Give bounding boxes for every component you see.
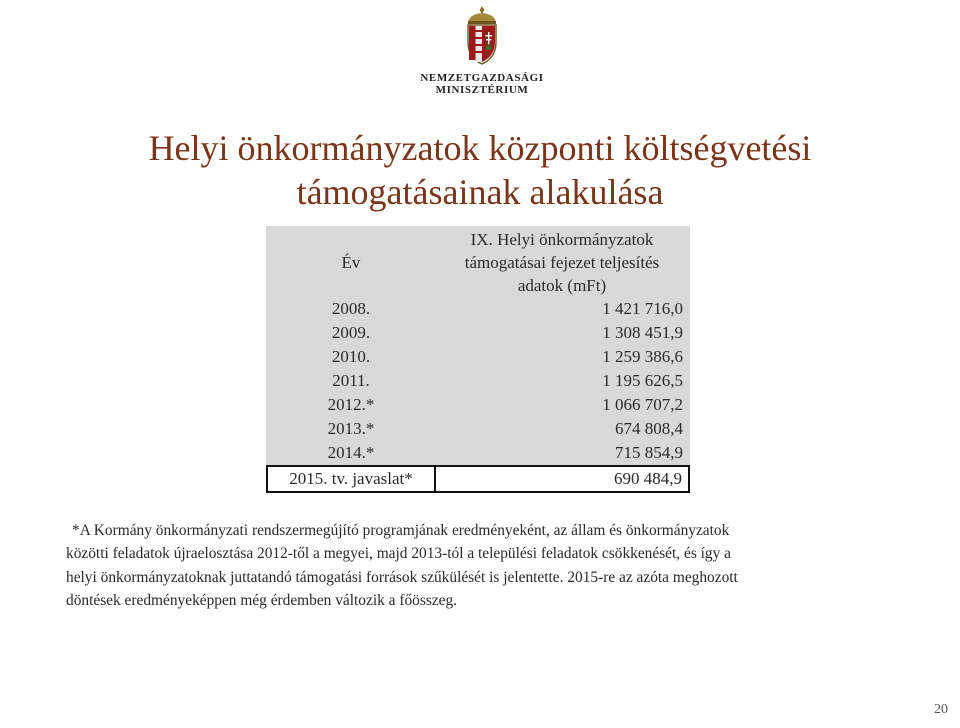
page-title-line-1: Helyi önkormányzatok központi költségvetési <box>148 128 812 168</box>
ministry-logo <box>420 6 544 98</box>
footnote <box>66 519 892 613</box>
table-row <box>267 321 689 345</box>
row-value: 1 259 386,6 <box>602 347 683 366</box>
coat-of-arms-icon <box>460 6 504 66</box>
header-value-line-2: támogatásai fejezet teljesítés <box>464 253 660 272</box>
row-year: 2010. <box>331 347 371 366</box>
footnote-line-1: *A Kormány önkormányzati rendszermegújító programjának eredményeként, az állam és önkormányzatok <box>72 522 730 539</box>
row-year: 2015. tv. javaslat* <box>267 466 435 492</box>
row-value: 674 808,4 <box>615 419 683 438</box>
table-header-row <box>267 226 689 297</box>
row-year: 2014.* <box>327 443 375 462</box>
row-value: 1 308 451,9 <box>602 323 683 342</box>
table-row <box>267 369 689 393</box>
ministry-name <box>420 72 544 96</box>
footnote-line-4: döntések eredményeképpen még érdemben változik a főösszeg. <box>66 592 458 610</box>
table-row <box>267 417 689 441</box>
page-title <box>40 126 920 214</box>
table-row <box>267 393 689 417</box>
budget-support-table <box>266 226 690 493</box>
header-year: Év <box>341 253 361 272</box>
row-value: 1 066 707,2 <box>602 395 683 414</box>
page-number: 20 <box>934 702 948 717</box>
table-row <box>267 297 689 321</box>
table-row <box>267 441 689 466</box>
footnote-line-2: közötti feladatok újraelosztása 2012-től a megyei, majd 2013-tól a települési feladatok csökkenését, és így a <box>66 545 731 563</box>
header-value <box>435 226 689 297</box>
row-value: 715 854,9 <box>615 443 683 462</box>
ministry-name-line-1: NEMZETGAZDASÁGI <box>420 72 544 84</box>
page-title-line-2: támogatásainak alakulása <box>296 172 664 212</box>
row-value: 1 421 716,0 <box>602 299 683 318</box>
row-year: 2011. <box>332 371 370 390</box>
row-year: 2009. <box>331 323 371 342</box>
row-year: 2012.* <box>327 395 375 414</box>
row-year: 2013.* <box>327 419 375 438</box>
header-value-line-3: adatok (mFt) <box>517 276 607 295</box>
row-year: 2008. <box>331 299 371 318</box>
footnote-line-3: helyi önkormányzatoknak juttatandó támogatási források szűkülését is jelentette. 2015-re az azóta meghozott <box>66 568 738 586</box>
row-value: 690 484,9 <box>435 466 689 492</box>
ministry-name-line-2: MINISZTÉRIUM <box>435 84 529 96</box>
table-row <box>267 345 689 369</box>
header-value-line-1: IX. Helyi önkormányzatok <box>470 230 654 249</box>
table-row-proposal <box>267 466 689 492</box>
row-value: 1 195 626,5 <box>602 371 683 390</box>
